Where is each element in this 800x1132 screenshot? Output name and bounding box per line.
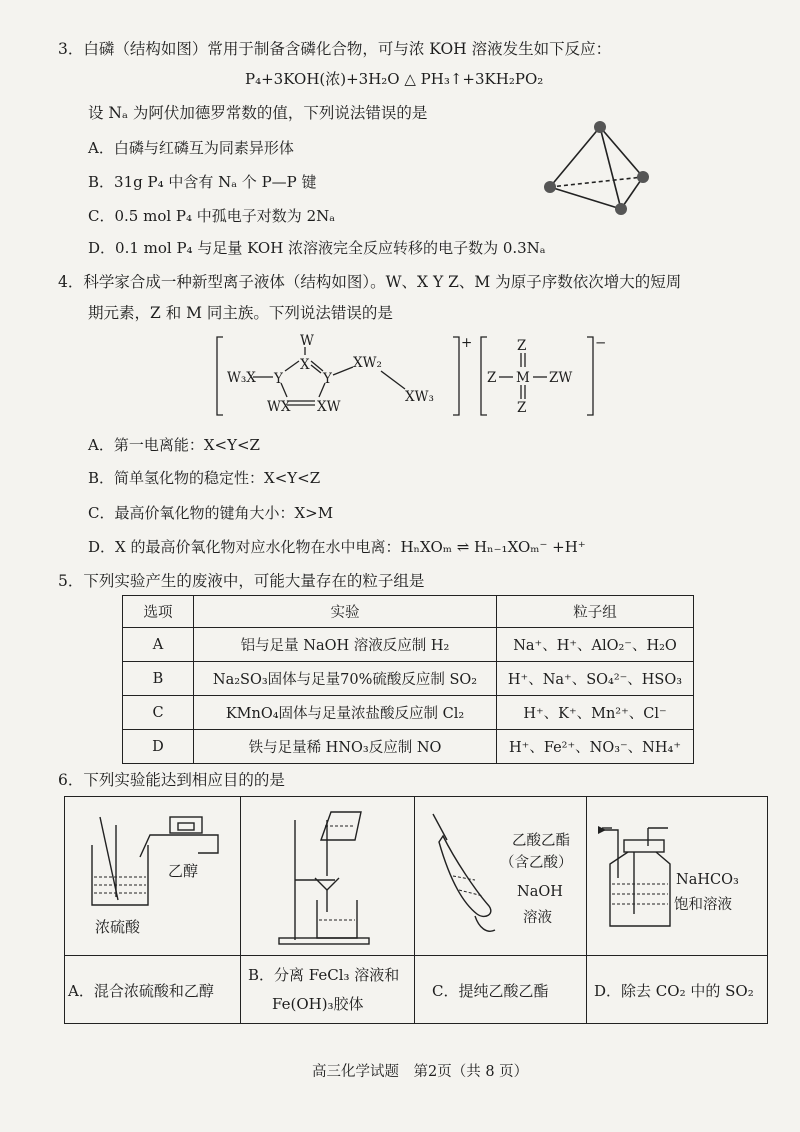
q3-option-a: A．白磷与红磷互为同素异形体 (88, 139, 294, 157)
atom-label: Z (487, 370, 497, 386)
q3-option-b: B．31g P₄ 中含有 Nₐ 个 P—P 键 (88, 173, 317, 191)
apparatus-d-gas-washing-bottle (598, 818, 678, 930)
table-row (123, 628, 694, 662)
label-solution: 溶液 (523, 910, 552, 926)
atom-label: XW₃ (405, 389, 434, 405)
table-cell: H⁺、Na⁺、SO₄²⁻、HSO₃ (497, 662, 694, 696)
label-naoh: NaOH (517, 884, 563, 900)
charge-minus: − (595, 335, 607, 351)
atom-label: Z (517, 338, 527, 354)
q6-option-a: A．混合浓硫酸和乙醇 (68, 982, 214, 1000)
q6-option-d: D．除去 CO₂ 中的 SO₂ (594, 982, 754, 1000)
table-row (123, 730, 694, 764)
q3-option-c: C．0.5 mol P₄ 中孤电子对数为 2Nₐ (88, 207, 336, 225)
ionic-liquid-structure (215, 335, 605, 425)
table-row (123, 696, 694, 730)
q4-option-b: B．简单氢化物的稳定性：X<Y<Z (88, 469, 321, 487)
atom-label: WX (267, 399, 291, 415)
atom-label: ZW (549, 370, 573, 386)
p-atom (615, 203, 627, 215)
label-nahco3: NaHCO₃ (676, 872, 739, 888)
q4-option-a: A．第一电离能：X<Y<Z (88, 436, 260, 454)
atom-label: Y (323, 371, 332, 387)
q4-stem-line1: 4．科学家合成一种新型离子液体（结构如图）。W、X Y Z、M 为原子序数依次增大的短周 (58, 273, 682, 291)
page-footer: 高三化学试题 第2页（共 8 页） (312, 1064, 529, 1080)
atom-label: XW (317, 399, 341, 415)
atom-label: W₃X (227, 370, 256, 386)
table-row (123, 662, 694, 696)
label-saturated-solution: 饱和溶液 (674, 897, 732, 913)
q5-table (122, 595, 694, 764)
table-cell: 铁与足量稀 HNO₃反应制 NO (194, 730, 497, 764)
table-header-cell: 粒子组 (497, 596, 694, 628)
p-atom (594, 121, 606, 133)
q5-stem: 5．下列实验产生的废液中，可能大量存在的粒子组是 (58, 572, 425, 590)
q3-stem: 3．白磷（结构如图）常用于制备含磷化合物，可与浓 KOH 溶液发生如下反应： (58, 40, 612, 58)
p4-tetrahedron-diagram (535, 115, 665, 225)
table-cell: KMnO₄固体与足量浓盐酸反应制 Cl₂ (194, 696, 497, 730)
table-cell: Na⁺、H⁺、AlO₂⁻、H₂O (497, 628, 694, 662)
q6-divider (64, 955, 767, 956)
atom-label: X (300, 357, 310, 373)
apparatus-b-filtration (265, 800, 395, 950)
label-ethanol: 乙醇 (168, 862, 199, 880)
label-ethyl-acetate: 乙酸乙酯 (512, 833, 570, 849)
atom-label: Y (274, 371, 283, 387)
q6-option-b-line2: Fe(OH)₃胶体 (272, 995, 364, 1013)
atom-label: M (516, 370, 530, 386)
q3-equation: P₄+3KOH(浓)+3H₂O △ PH₃↑+3KH₂PO₂ (245, 70, 544, 88)
table-cell: C (123, 696, 194, 730)
atom-label: Z (517, 400, 527, 416)
q4-option-c: C．最高价氧化物的键角大小：X>M (88, 504, 334, 522)
table-header-cell: 选项 (123, 596, 194, 628)
q6-stem: 6．下列实验能达到相应目的的是 (58, 771, 285, 789)
label-conc-sulfuric-acid: 浓硫酸 (95, 918, 141, 936)
table-cell: A (123, 628, 194, 662)
q6-divider (414, 796, 415, 1023)
table-cell: H⁺、Fe²⁺、NO₃⁻、NH₄⁺ (497, 730, 694, 764)
q6-option-b-line1: B．分离 FeCl₃ 溶液和 (248, 966, 400, 984)
p-atom (544, 181, 556, 193)
apparatus-c-separatory-funnel (425, 810, 510, 945)
table-header-cell: 实验 (194, 596, 497, 628)
atom-label: XW₂ (353, 355, 382, 371)
label-contains-acetic-acid: （含乙酸） (500, 855, 573, 871)
q4-option-d: D．X 的最高价氧化物对应水化物在水中电离：HₙXOₘ ⇌ Hₙ₋₁XOₘ⁻ +H⁺ (88, 538, 586, 556)
table-cell: 铝与足量 NaOH 溶液反应制 H₂ (194, 628, 497, 662)
table-header-row (123, 596, 694, 628)
table-cell: H⁺、K⁺、Mn²⁺、Cl⁻ (497, 696, 694, 730)
q6-divider (586, 796, 587, 1023)
q3-option-d: D．0.1 mol P₄ 与足量 KOH 浓溶液完全反应转移的电子数为 0.3Nₐ (88, 239, 546, 257)
table-cell: Na₂SO₃固体与足量70%硫酸反应制 SO₂ (194, 662, 497, 696)
q6-option-c: C．提纯乙酸乙酯 (432, 982, 549, 1000)
table-cell: D (123, 730, 194, 764)
q6-divider (240, 796, 241, 1023)
charge-plus: + (461, 335, 473, 351)
apparatus-a-mixing (80, 805, 230, 915)
table-cell: B (123, 662, 194, 696)
p-atom (637, 171, 649, 183)
atom-label: W (300, 333, 314, 349)
q3-premise: 设 Nₐ 为阿伏加德罗常数的值，下列说法错误的是 (88, 104, 428, 122)
q4-stem-line2: 期元素，Z 和 M 同主族。下列说法错误的是 (88, 304, 393, 322)
